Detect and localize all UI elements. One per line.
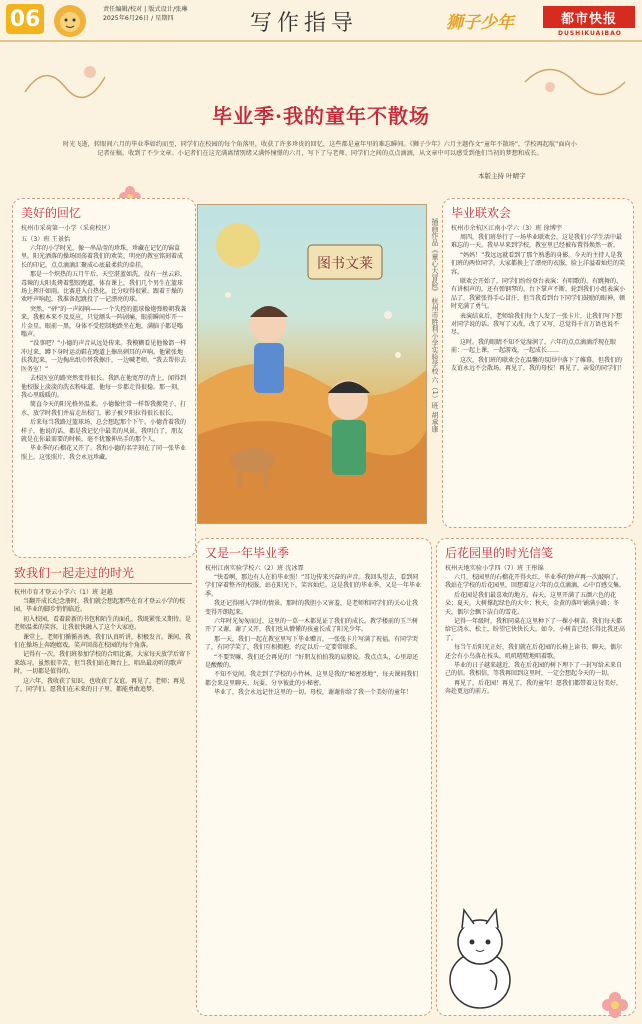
paragraph: 当翻开成长纪念册时，我们就会想起那些在育才登云小学的校园，毕业的脚步悄悄临近。 [14,598,186,614]
children-illustration [198,205,426,523]
article-author: 五（3）班 王景怡 [21,236,71,243]
paragraph: 毕业的日子越来越近，我在后花园的树下埋下了一封写给未来自己的信。我相信，等我再回到这里时，一定会想起今天的一切。 [445,662,623,678]
newspaper-logo: 都市快报 [543,6,635,28]
paragraph: “妈妈！”我远远就看到了那个熟悉的身影。今天的主持人是我们班的两位同学，大家都换上了漂亮的衣服，脸上洋溢着灿烂的笑容。 [451,251,626,276]
illustration-image [197,204,427,524]
article-school: 杭州市余杭区江南小学六（3）班 徐博宇 [451,225,563,232]
paragraph: 联欢会开始了，同学们纷纷登台表演：有唱歌的、有跳舞的、有讲相声的，还有弹钢琴的，台下掌声不断。轮到我们小组表演小品了，我紧张得手心冒汗，但当我看到台下同学们鼓励的眼神，顿时充满了勇气。 [451,278,626,311]
article-box [442,198,634,528]
paragraph: 这时，我的眼睛不知不觉湿润了。六年的点点滴滴浮现在眼前：一起上课，一起游戏，一起成长…… [451,338,617,355]
illustration-sign: 图书文莱 [317,256,373,272]
article-title: 后花园里的时光信笺 [445,546,554,560]
article-body [205,574,423,698]
article-title: 美好的回忆 [21,206,82,220]
article-body [14,598,192,694]
intro-paragraph: 时光飞逝，转眼间六月的毕业季如约而至，同学们在校园的每个角落里，收获了许多珍贵的回忆，这些都是童年里的难忘瞬间。《狮子少年》六月主题作文“童年不散场”，学校再起航”面向小记者征稿，收到了不少文章。小记者们在这充满离情别绪又满怀憧憬的六月，写下了与老师、同学们之间的点点滴滴，从文章中可以感受到他们当初的梦想和成长。 [63,141,577,157]
paragraph: 那一天，我们一起在教室里写下毕业赠言，一张张卡片写满了祝福。有同学哭了，有同学笑了，我们互相拥抱，约定以后一定要常联系。 [205,635,419,652]
title-underline [14,583,192,584]
paragraph: 再见了，后花园！再见了，我的童年！愿我们都带着这份美好，奔赴更远的前方。 [445,679,623,696]
article-school: 杭州市采荷第一小学（采荷校区） [21,225,114,232]
paragraph: 毕业季的石榴花又开了。我和小德的名字刻在了同一张毕业照上。这张照片，我会永远珍藏。 [21,445,187,461]
page-number: 06 [6,4,44,34]
paragraph: “快看啊，那边有人在拍毕业照！”耳边传来兴奋的声音。我回头望去，看到同学们穿着整齐的校服，站在阳光下，笑容灿烂。这是我们的毕业季，又是一年毕业季。 [205,574,422,598]
article-box [14,564,192,1016]
header-divider [0,40,642,42]
paragraph: 六年的小学时光，像一串晶莹的珍珠，珍藏在记忆的锦盒里。阳光洒落的操场回荡着我们的欢笑，明亮的教室铭刻着成长的印记，点点滴滴汇聚成心底最柔软的牵挂。 [21,245,184,269]
header-meta [103,5,187,23]
newspaper-logo-en: DUSHIKUAIBAO [558,30,622,37]
paragraph: 那是一个炽热的五月午后。天空湛蓝如洗，没有一丝云彩，毒辣的太阳炙烤着塑胶跑道，体育课上，我们几个男生在篮球场上挥汗如雨。比赛进入白热化，比分咬得很紧，跟着干燥的欢呼声响起，我准备起跳投了一记漂亮的球。 [21,271,187,304]
article-body [451,234,625,374]
article-title: 又是一年毕业季 [205,546,290,560]
paragraph: 课堂上，老师们循循善诱，我们认真听讲，积极发言。课间，我们在操场上奔跑嬉戏，笑声回荡在校园的每个角落。 [14,633,192,650]
paragraph: 我还记得刚入学时的情景。那时的我胆小又害羞，是老师和同学们的关心让我变得开朗起来。 [205,600,419,616]
editor-credits: 责任编辑/校对 | 版式设计/张琳 [103,6,188,13]
paragraph: 后花园是我们最喜欢的地方。春天，这里开满了五颜六色的花朵；夏天，大树撑起绿色的大伞；秋天，金黄的落叶铺满小路；冬天，偶尔会飘下洁白的雪花。 [445,591,620,616]
article-box [196,538,432,1016]
paragraph: 后来每当我路过篮球场，总会想起那个下午。小德背着我的样子，他说的话，都是我记忆中最美的风景。我明白了，朋友就是在你最需要的时候，毫不犹豫伸出手的那个人。 [21,419,187,443]
paragraph: 记得有一次，我们班参加学校的合唱比赛，大家每天放学后留下来练习。虽然很辛苦，但当我们站在舞台上，唱出最动听的歌声时，一切都是值得的。 [14,651,192,676]
article-school: 杭州江南实验学校六（2）班 沈冰霏 [205,565,304,572]
illustration-caption: 插画作品《童心大冒险》 杭州市胜利小学实验学校 六（1）班 胡承康 [431,218,439,433]
paragraph: 这次，我们班的联欢会在温馨的氛围中落下了帷幕，但我们的友谊永远不会散场。再见了，我的母校！再见了，亲爱的同学们！ [451,356,626,373]
paragraph: 去校医室的路突然变得很长。我趴在他宽厚的背上，闻得到他校服上淡淡的洗衣粉味道，他每一步都走得很稳。那一刻，我心里暖暖的。 [21,375,187,399]
paragraph: 毕业了，我会永远记住这里的一切。母校，谢谢你给了我一个美好的童年！ [214,689,413,697]
section-title: 写作指导 [250,11,359,36]
lion-mascot-icon [48,2,94,40]
paragraph: 简直今天的阳光格外温柔。小德像往常一样帮我搬凳子、打水，放学时我们并肩走出校门，影子被夕阳拉得很长很长。 [21,401,187,417]
paragraph: 表演结束后，老师给我们每个人发了一张卡片，让我们写下想对同学说的话。我写了又改，改了又写，总觉得千言万语也说不尽。 [451,312,623,337]
editor-credit: 本版主持 叶晴宇 [478,172,526,180]
cat-icon [440,900,520,1010]
flower-icon [600,990,630,1020]
article-body [21,245,187,462]
paragraph: “不要哭嘛，我们还会再见的！”好朋友拍拍我的肩膀说。我点点头，心里却还是酸酸的。 [205,653,419,670]
issue-date: 2025年6月26日 / 星期四 [103,15,174,22]
article-school: 杭州天地实验小学四（7）班 王彤锦 [445,565,544,572]
paragraph: 每当午后阳光正好，我们就在后花园的长椅上读书、聊天，偶尔还会有小鸟落在枝头，叽叽喳喳地唱着歌。 [445,644,623,660]
paragraph: 初入校园，看着崭新的书包和陌生的面孔，我既紧张又期待。是老师温柔的笑容，让我很快融入了这个大家庭。 [14,615,192,632]
article-title: 致我们一起走过的时光 [14,566,135,580]
page-header [0,0,642,40]
page-title: 毕业季·我的童年不散场 [212,104,430,128]
paragraph: “没事吧？”小德的声音从远处传来。我模糊看见他像箭一样冲过来，蹲下身时运动鞋在跑道上擦出刺耳的声响。他紧张地扶我起来，一边掏出纸巾替我擦汗，一边喊老师，“我去帮你去医务室！” [21,340,187,373]
paragraph: 这六年，我收获了知识，也收获了友谊。再见了，老师；再见了，同学们。愿我们在未来的日子里，都能勇敢追梦。 [14,677,186,694]
article-box [12,198,196,558]
paragraph: 六月，校园里的石榴花开得火红，毕业季的钟声再一次敲响了。我站在学校的后花园里，回想着这六年的点点滴滴，心中百感交集。 [445,574,626,590]
paragraph: 不知不觉间，我走到了学校的小竹林。这里是我的“秘密基地”，每天课间我们都会来这里聊天、玩耍，分享彼此的小秘密。 [205,671,419,687]
article-title: 毕业联欢会 [451,206,512,220]
article-school: 杭州市育才登云小学六（1）班 赵越 [14,589,113,596]
paragraph: 周四，我们班举行了一场毕业联欢会，这是我们小学生活中最难忘的一天。我早早来到学校，教室里已经被布置得焕然一新。 [451,234,623,250]
paragraph: 突然，“砰”的一声闷响——一个失控的篮球像炮弹般朝我袭来。我根本来不及反应，只觉额头一阵剧痛，眼前瞬间炸开一片金星。眼前一黑，身体不受控制地跌坐在地，满脑子都是嗡嗡声。 [21,305,187,339]
paragraph: 六年时光匆匆而过，这里的一草一木都见证了我们的成长。教学楼前的玉兰树开了又谢，谢了又开，我们也从懵懂的孩童长成了阳光少年。 [205,618,419,634]
article-body [445,574,627,697]
column-brand: 狮子少年 [446,13,514,33]
paragraph: 记得一年级时，我和同桌在这里种下了一棵小树苗。我们每天都给它浇水、松土，盼望它快快长大。如今，小树苗已经长得比我还高了。 [445,618,626,642]
